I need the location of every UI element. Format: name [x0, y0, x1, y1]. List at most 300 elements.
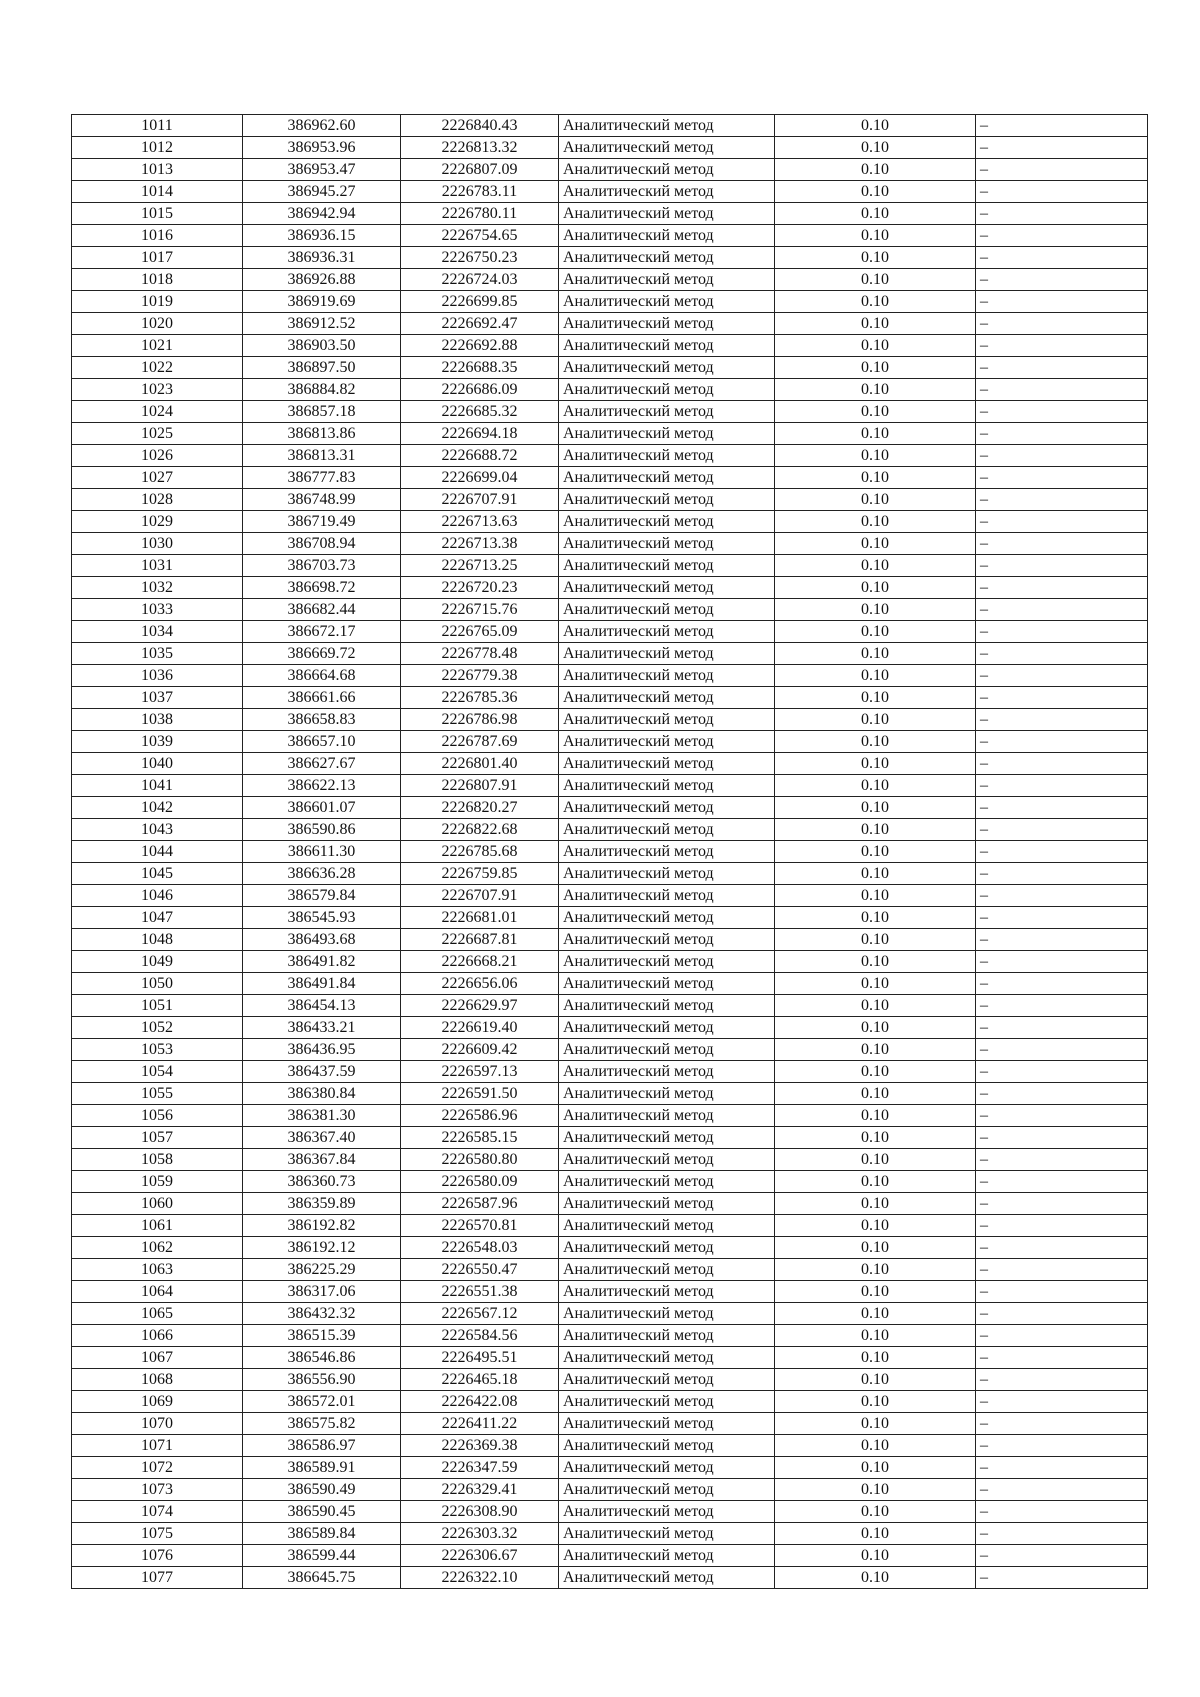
- note-cell: –: [976, 225, 1148, 247]
- method-cell: Аналитический метод: [559, 753, 775, 775]
- point-number-cell: 1020: [72, 313, 243, 335]
- accuracy-cell: 0.10: [775, 599, 976, 621]
- point-number-cell: 1021: [72, 335, 243, 357]
- note-cell: –: [976, 775, 1148, 797]
- method-cell: Аналитический метод: [559, 269, 775, 291]
- accuracy-cell: 0.10: [775, 357, 976, 379]
- point-number-cell: 1059: [72, 1171, 243, 1193]
- method-cell: Аналитический метод: [559, 445, 775, 467]
- note-cell: –: [976, 181, 1148, 203]
- table-row: [72, 291, 1148, 313]
- coord-x-cell: 386586.97: [243, 1435, 401, 1457]
- table-row: [72, 181, 1148, 203]
- method-cell: Аналитический метод: [559, 885, 775, 907]
- note-cell: –: [976, 1171, 1148, 1193]
- note-cell: –: [976, 973, 1148, 995]
- note-cell: –: [976, 665, 1148, 687]
- method-cell: Аналитический метод: [559, 115, 775, 137]
- method-cell: Аналитический метод: [559, 1083, 775, 1105]
- coord-y-cell: 2226759.85: [401, 863, 559, 885]
- coord-x-cell: 386636.28: [243, 863, 401, 885]
- table-row: [72, 1347, 1148, 1369]
- point-number-cell: 1030: [72, 533, 243, 555]
- table-row: [72, 709, 1148, 731]
- coord-x-cell: 386599.44: [243, 1545, 401, 1567]
- point-number-cell: 1016: [72, 225, 243, 247]
- accuracy-cell: 0.10: [775, 203, 976, 225]
- accuracy-cell: 0.10: [775, 1105, 976, 1127]
- method-cell: Аналитический метод: [559, 181, 775, 203]
- accuracy-cell: 0.10: [775, 511, 976, 533]
- coord-y-cell: 2226306.67: [401, 1545, 559, 1567]
- coord-x-cell: 386437.59: [243, 1061, 401, 1083]
- table-row: [72, 335, 1148, 357]
- coordinates-table-body: [72, 115, 1148, 1589]
- accuracy-cell: 0.10: [775, 929, 976, 951]
- point-number-cell: 1013: [72, 159, 243, 181]
- accuracy-cell: 0.10: [775, 1325, 976, 1347]
- coord-x-cell: 386962.60: [243, 115, 401, 137]
- method-cell: Аналитический метод: [559, 599, 775, 621]
- point-number-cell: 1012: [72, 137, 243, 159]
- coordinates-table: [71, 114, 1148, 1589]
- point-number-cell: 1070: [72, 1413, 243, 1435]
- point-number-cell: 1038: [72, 709, 243, 731]
- method-cell: Аналитический метод: [559, 907, 775, 929]
- method-cell: Аналитический метод: [559, 247, 775, 269]
- note-cell: –: [976, 511, 1148, 533]
- method-cell: Аналитический метод: [559, 797, 775, 819]
- table-row: [72, 313, 1148, 335]
- coord-y-cell: 2226597.13: [401, 1061, 559, 1083]
- accuracy-cell: 0.10: [775, 1259, 976, 1281]
- table-row: [72, 1127, 1148, 1149]
- coord-y-cell: 2226692.47: [401, 313, 559, 335]
- accuracy-cell: 0.10: [775, 687, 976, 709]
- point-number-cell: 1075: [72, 1523, 243, 1545]
- point-number-cell: 1022: [72, 357, 243, 379]
- accuracy-cell: 0.10: [775, 401, 976, 423]
- coord-y-cell: 2226591.50: [401, 1083, 559, 1105]
- method-cell: Аналитический метод: [559, 467, 775, 489]
- coord-x-cell: 386926.88: [243, 269, 401, 291]
- accuracy-cell: 0.10: [775, 1457, 976, 1479]
- accuracy-cell: 0.10: [775, 995, 976, 1017]
- accuracy-cell: 0.10: [775, 269, 976, 291]
- method-cell: Аналитический метод: [559, 951, 775, 973]
- coord-y-cell: 2226587.96: [401, 1193, 559, 1215]
- point-number-cell: 1023: [72, 379, 243, 401]
- point-number-cell: 1034: [72, 621, 243, 643]
- method-cell: Аналитический метод: [559, 379, 775, 401]
- table-row: [72, 511, 1148, 533]
- coord-y-cell: 2226551.38: [401, 1281, 559, 1303]
- method-cell: Аналитический метод: [559, 203, 775, 225]
- coord-y-cell: 2226570.81: [401, 1215, 559, 1237]
- method-cell: Аналитический метод: [559, 423, 775, 445]
- accuracy-cell: 0.10: [775, 445, 976, 467]
- table-row: [72, 1281, 1148, 1303]
- point-number-cell: 1062: [72, 1237, 243, 1259]
- table-row: [72, 907, 1148, 929]
- method-cell: Аналитический метод: [559, 1567, 775, 1589]
- accuracy-cell: 0.10: [775, 1303, 976, 1325]
- coord-y-cell: 2226567.12: [401, 1303, 559, 1325]
- accuracy-cell: 0.10: [775, 1061, 976, 1083]
- note-cell: –: [976, 137, 1148, 159]
- point-number-cell: 1053: [72, 1039, 243, 1061]
- note-cell: –: [976, 643, 1148, 665]
- coord-y-cell: 2226778.48: [401, 643, 559, 665]
- table-row: [72, 1413, 1148, 1435]
- table-row: [72, 929, 1148, 951]
- table-row: [72, 1501, 1148, 1523]
- table-row: [72, 1435, 1148, 1457]
- note-cell: –: [976, 1545, 1148, 1567]
- coord-x-cell: 386359.89: [243, 1193, 401, 1215]
- note-cell: –: [976, 1127, 1148, 1149]
- point-number-cell: 1055: [72, 1083, 243, 1105]
- coord-x-cell: 386575.82: [243, 1413, 401, 1435]
- table-row: [72, 643, 1148, 665]
- coord-y-cell: 2226629.97: [401, 995, 559, 1017]
- coord-x-cell: 386454.13: [243, 995, 401, 1017]
- point-number-cell: 1049: [72, 951, 243, 973]
- accuracy-cell: 0.10: [775, 951, 976, 973]
- accuracy-cell: 0.10: [775, 885, 976, 907]
- accuracy-cell: 0.10: [775, 555, 976, 577]
- coord-y-cell: 2226713.25: [401, 555, 559, 577]
- point-number-cell: 1040: [72, 753, 243, 775]
- method-cell: Аналитический метод: [559, 1171, 775, 1193]
- point-number-cell: 1017: [72, 247, 243, 269]
- point-number-cell: 1064: [72, 1281, 243, 1303]
- coord-y-cell: 2226687.81: [401, 929, 559, 951]
- note-cell: –: [976, 533, 1148, 555]
- accuracy-cell: 0.10: [775, 731, 976, 753]
- note-cell: –: [976, 159, 1148, 181]
- coord-x-cell: 386857.18: [243, 401, 401, 423]
- table-row: [72, 137, 1148, 159]
- coord-y-cell: 2226713.63: [401, 511, 559, 533]
- coord-y-cell: 2226785.68: [401, 841, 559, 863]
- table-row: [72, 533, 1148, 555]
- coord-y-cell: 2226720.23: [401, 577, 559, 599]
- accuracy-cell: 0.10: [775, 709, 976, 731]
- note-cell: –: [976, 577, 1148, 599]
- coord-x-cell: 386590.49: [243, 1479, 401, 1501]
- accuracy-cell: 0.10: [775, 577, 976, 599]
- note-cell: –: [976, 1435, 1148, 1457]
- note-cell: –: [976, 401, 1148, 423]
- note-cell: –: [976, 335, 1148, 357]
- method-cell: Аналитический метод: [559, 1303, 775, 1325]
- coord-x-cell: 386491.84: [243, 973, 401, 995]
- table-row: [72, 1457, 1148, 1479]
- method-cell: Аналитический метод: [559, 1061, 775, 1083]
- accuracy-cell: 0.10: [775, 775, 976, 797]
- method-cell: Аналитический метод: [559, 929, 775, 951]
- coord-y-cell: 2226713.38: [401, 533, 559, 555]
- coord-y-cell: 2226724.03: [401, 269, 559, 291]
- note-cell: –: [976, 247, 1148, 269]
- coord-y-cell: 2226787.69: [401, 731, 559, 753]
- coord-y-cell: 2226820.27: [401, 797, 559, 819]
- coord-x-cell: 386432.32: [243, 1303, 401, 1325]
- coord-x-cell: 386936.15: [243, 225, 401, 247]
- accuracy-cell: 0.10: [775, 1501, 976, 1523]
- method-cell: Аналитический метод: [559, 1215, 775, 1237]
- coord-y-cell: 2226840.43: [401, 115, 559, 137]
- accuracy-cell: 0.10: [775, 1413, 976, 1435]
- coord-y-cell: 2226586.96: [401, 1105, 559, 1127]
- coord-y-cell: 2226619.40: [401, 1017, 559, 1039]
- coord-x-cell: 386367.84: [243, 1149, 401, 1171]
- coord-x-cell: 386813.86: [243, 423, 401, 445]
- table-row: [72, 1039, 1148, 1061]
- point-number-cell: 1026: [72, 445, 243, 467]
- coord-y-cell: 2226495.51: [401, 1347, 559, 1369]
- coord-x-cell: 386953.47: [243, 159, 401, 181]
- coord-y-cell: 2226707.91: [401, 885, 559, 907]
- coord-x-cell: 386661.66: [243, 687, 401, 709]
- point-number-cell: 1014: [72, 181, 243, 203]
- accuracy-cell: 0.10: [775, 797, 976, 819]
- note-cell: –: [976, 313, 1148, 335]
- point-number-cell: 1058: [72, 1149, 243, 1171]
- point-number-cell: 1063: [72, 1259, 243, 1281]
- point-number-cell: 1051: [72, 995, 243, 1017]
- coord-x-cell: 386936.31: [243, 247, 401, 269]
- method-cell: Аналитический метод: [559, 841, 775, 863]
- coord-x-cell: 386436.95: [243, 1039, 401, 1061]
- table-row: [72, 753, 1148, 775]
- table-row: [72, 269, 1148, 291]
- note-cell: –: [976, 1193, 1148, 1215]
- coord-x-cell: 386367.40: [243, 1127, 401, 1149]
- method-cell: Аналитический метод: [559, 1413, 775, 1435]
- point-number-cell: 1037: [72, 687, 243, 709]
- method-cell: Аналитический метод: [559, 225, 775, 247]
- table-row: [72, 1105, 1148, 1127]
- method-cell: Аналитический метод: [559, 709, 775, 731]
- note-cell: –: [976, 445, 1148, 467]
- coord-y-cell: 2226699.04: [401, 467, 559, 489]
- method-cell: Аналитический метод: [559, 1369, 775, 1391]
- note-cell: –: [976, 1369, 1148, 1391]
- table-row: [72, 1149, 1148, 1171]
- point-number-cell: 1056: [72, 1105, 243, 1127]
- coord-y-cell: 2226656.06: [401, 973, 559, 995]
- coord-y-cell: 2226329.41: [401, 1479, 559, 1501]
- coord-y-cell: 2226465.18: [401, 1369, 559, 1391]
- accuracy-cell: 0.10: [775, 181, 976, 203]
- coord-y-cell: 2226681.01: [401, 907, 559, 929]
- accuracy-cell: 0.10: [775, 379, 976, 401]
- point-number-cell: 1074: [72, 1501, 243, 1523]
- accuracy-cell: 0.10: [775, 225, 976, 247]
- coord-x-cell: 386579.84: [243, 885, 401, 907]
- table-row: [72, 797, 1148, 819]
- note-cell: –: [976, 621, 1148, 643]
- method-cell: Аналитический метод: [559, 1127, 775, 1149]
- method-cell: Аналитический метод: [559, 973, 775, 995]
- method-cell: Аналитический метод: [559, 1149, 775, 1171]
- coord-x-cell: 386645.75: [243, 1567, 401, 1589]
- table-row: [72, 1237, 1148, 1259]
- table-row: [72, 687, 1148, 709]
- method-cell: Аналитический метод: [559, 401, 775, 423]
- accuracy-cell: 0.10: [775, 137, 976, 159]
- table-row: [72, 1479, 1148, 1501]
- accuracy-cell: 0.10: [775, 1193, 976, 1215]
- coord-x-cell: 386381.30: [243, 1105, 401, 1127]
- accuracy-cell: 0.10: [775, 335, 976, 357]
- coord-x-cell: 386622.13: [243, 775, 401, 797]
- note-cell: –: [976, 1105, 1148, 1127]
- table-row: [72, 1193, 1148, 1215]
- table-row: [72, 1567, 1148, 1589]
- note-cell: –: [976, 951, 1148, 973]
- coord-y-cell: 2226369.38: [401, 1435, 559, 1457]
- accuracy-cell: 0.10: [775, 489, 976, 511]
- coord-y-cell: 2226550.47: [401, 1259, 559, 1281]
- table-row: [72, 1215, 1148, 1237]
- point-number-cell: 1018: [72, 269, 243, 291]
- coord-y-cell: 2226580.80: [401, 1149, 559, 1171]
- table-row: [72, 203, 1148, 225]
- accuracy-cell: 0.10: [775, 533, 976, 555]
- coord-y-cell: 2226779.38: [401, 665, 559, 687]
- coord-x-cell: 386590.45: [243, 1501, 401, 1523]
- coord-y-cell: 2226668.21: [401, 951, 559, 973]
- point-number-cell: 1045: [72, 863, 243, 885]
- table-row: [72, 1259, 1148, 1281]
- coord-x-cell: 386589.91: [243, 1457, 401, 1479]
- note-cell: –: [976, 1061, 1148, 1083]
- table-row: [72, 247, 1148, 269]
- coord-x-cell: 386590.86: [243, 819, 401, 841]
- point-number-cell: 1019: [72, 291, 243, 313]
- method-cell: Аналитический метод: [559, 489, 775, 511]
- point-number-cell: 1042: [72, 797, 243, 819]
- note-cell: –: [976, 841, 1148, 863]
- coord-y-cell: 2226783.11: [401, 181, 559, 203]
- note-cell: –: [976, 1281, 1148, 1303]
- accuracy-cell: 0.10: [775, 1149, 976, 1171]
- table-row: [72, 115, 1148, 137]
- coord-x-cell: 386953.96: [243, 137, 401, 159]
- table-row: [72, 1171, 1148, 1193]
- coord-y-cell: 2226580.09: [401, 1171, 559, 1193]
- table-row: [72, 731, 1148, 753]
- note-cell: –: [976, 753, 1148, 775]
- accuracy-cell: 0.10: [775, 1237, 976, 1259]
- coord-x-cell: 386546.86: [243, 1347, 401, 1369]
- table-row: [72, 1523, 1148, 1545]
- point-number-cell: 1041: [72, 775, 243, 797]
- note-cell: –: [976, 797, 1148, 819]
- note-cell: –: [976, 489, 1148, 511]
- point-number-cell: 1048: [72, 929, 243, 951]
- coord-x-cell: 386669.72: [243, 643, 401, 665]
- table-row: [72, 1303, 1148, 1325]
- note-cell: –: [976, 1391, 1148, 1413]
- method-cell: Аналитический метод: [559, 577, 775, 599]
- note-cell: –: [976, 423, 1148, 445]
- coord-x-cell: 386515.39: [243, 1325, 401, 1347]
- method-cell: Аналитический метод: [559, 819, 775, 841]
- note-cell: –: [976, 1567, 1148, 1589]
- accuracy-cell: 0.10: [775, 1281, 976, 1303]
- method-cell: Аналитический метод: [559, 1545, 775, 1567]
- table-row: [72, 973, 1148, 995]
- note-cell: –: [976, 599, 1148, 621]
- note-cell: –: [976, 907, 1148, 929]
- method-cell: Аналитический метод: [559, 1435, 775, 1457]
- coord-x-cell: 386703.73: [243, 555, 401, 577]
- coord-y-cell: 2226707.91: [401, 489, 559, 511]
- table-row: [72, 445, 1148, 467]
- coord-x-cell: 386903.50: [243, 335, 401, 357]
- coord-y-cell: 2226699.85: [401, 291, 559, 313]
- coord-x-cell: 386777.83: [243, 467, 401, 489]
- method-cell: Аналитический метод: [559, 1391, 775, 1413]
- coord-x-cell: 386748.99: [243, 489, 401, 511]
- point-number-cell: 1057: [72, 1127, 243, 1149]
- accuracy-cell: 0.10: [775, 819, 976, 841]
- method-cell: Аналитический метод: [559, 731, 775, 753]
- note-cell: –: [976, 1325, 1148, 1347]
- accuracy-cell: 0.10: [775, 973, 976, 995]
- accuracy-cell: 0.10: [775, 665, 976, 687]
- table-row: [72, 995, 1148, 1017]
- coord-y-cell: 2226303.32: [401, 1523, 559, 1545]
- note-cell: –: [976, 1083, 1148, 1105]
- accuracy-cell: 0.10: [775, 643, 976, 665]
- table-row: [72, 599, 1148, 621]
- accuracy-cell: 0.10: [775, 1171, 976, 1193]
- point-number-cell: 1066: [72, 1325, 243, 1347]
- point-number-cell: 1069: [72, 1391, 243, 1413]
- note-cell: –: [976, 1215, 1148, 1237]
- coord-y-cell: 2226585.15: [401, 1127, 559, 1149]
- method-cell: Аналитический метод: [559, 775, 775, 797]
- table-row: [72, 863, 1148, 885]
- coord-x-cell: 386360.73: [243, 1171, 401, 1193]
- method-cell: Аналитический метод: [559, 1457, 775, 1479]
- accuracy-cell: 0.10: [775, 1017, 976, 1039]
- accuracy-cell: 0.10: [775, 115, 976, 137]
- note-cell: –: [976, 819, 1148, 841]
- table-row: [72, 379, 1148, 401]
- accuracy-cell: 0.10: [775, 863, 976, 885]
- method-cell: Аналитический метод: [559, 1017, 775, 1039]
- method-cell: Аналитический метод: [559, 1281, 775, 1303]
- coord-x-cell: 386657.10: [243, 731, 401, 753]
- table-row: [72, 1017, 1148, 1039]
- accuracy-cell: 0.10: [775, 1347, 976, 1369]
- method-cell: Аналитический метод: [559, 1479, 775, 1501]
- coord-x-cell: 386433.21: [243, 1017, 401, 1039]
- table-row: [72, 555, 1148, 577]
- coord-y-cell: 2226780.11: [401, 203, 559, 225]
- coord-y-cell: 2226694.18: [401, 423, 559, 445]
- note-cell: –: [976, 1479, 1148, 1501]
- coord-x-cell: 386380.84: [243, 1083, 401, 1105]
- table-row: [72, 841, 1148, 863]
- table-row: [72, 819, 1148, 841]
